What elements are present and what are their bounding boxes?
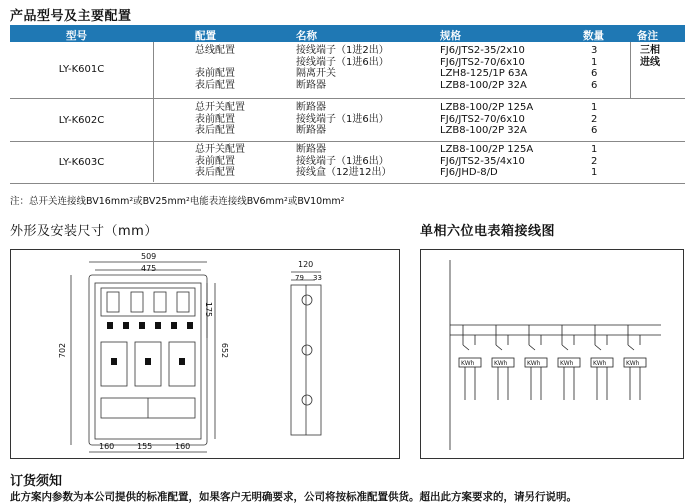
cell-config: 表后配置 <box>195 79 235 91</box>
dim-height-inner: 652 <box>220 342 230 359</box>
cell-qty: 6 <box>591 68 598 79</box>
switch-line <box>562 345 568 350</box>
cell-name: 接线端子（1进6出） <box>296 113 389 125</box>
table-row <box>10 102 685 114</box>
cell-remark: 进线 <box>640 56 660 68</box>
spec-table <box>10 25 685 184</box>
meter-label: KWh <box>626 360 640 367</box>
cell-qty: 6 <box>591 125 598 136</box>
cell-config: 表前配置 <box>195 68 235 79</box>
dim-side-a: 79 <box>295 274 304 282</box>
table-header <box>10 25 685 42</box>
cell-spec: FJ6/JTS2-70/6x10 <box>440 113 525 125</box>
table-row <box>10 167 685 179</box>
wiring-diagram <box>420 249 684 459</box>
table-row <box>10 125 685 137</box>
dim-width-inner: 475 <box>141 264 157 273</box>
cell-name: 接线盒（12进12出） <box>296 167 392 178</box>
cell-spec: LZB8-100/2P 32A <box>440 125 527 136</box>
cell-spec: LZH8-125/1P 63A <box>440 68 528 79</box>
header-spec: 规格 <box>440 30 461 42</box>
cell-spec: FJ6/JTS2-70/6x10 <box>440 56 525 68</box>
cell-qty: 1 <box>591 102 598 113</box>
cell-name: 接线端子（1进6出） <box>296 56 389 68</box>
meter-label: KWh <box>527 360 541 367</box>
cell-config: 表后配置 <box>195 167 235 178</box>
wiring-note: 注：总开关连接线BV16mm²或BV25mm²电能表连接线BV6mm²或BV10mm² <box>10 196 345 207</box>
table-row <box>10 45 685 57</box>
table-row <box>10 68 685 80</box>
header-config: 配置 <box>195 30 216 42</box>
table-group <box>10 142 685 184</box>
dim-height-outer: 702 <box>58 342 68 359</box>
table-row <box>10 57 685 69</box>
meter-label: KWh <box>560 360 574 367</box>
cell-name: 断路器 <box>296 125 326 136</box>
section-title-wiring: 单相六位电表箱接线图 <box>420 224 556 239</box>
header-name: 名称 <box>296 30 317 42</box>
dim-side-top: 175 <box>204 301 214 318</box>
cell-name: 断路器 <box>296 144 326 155</box>
header-qty: 数量 <box>583 30 604 42</box>
model-cell: LY-K603C <box>58 157 105 168</box>
table-row <box>10 156 685 168</box>
cell-remark: 三相 <box>640 45 660 56</box>
cell-name: 断路器 <box>296 102 326 113</box>
cell-config: 总线配置 <box>195 45 235 56</box>
cell-name: 隔离开关 <box>296 68 336 79</box>
cell-qty: 3 <box>591 45 598 56</box>
model-cell: LY-K602C <box>58 115 105 126</box>
table-row <box>10 80 685 92</box>
meter-label: KWh <box>494 360 508 367</box>
cell-name: 接线端子（1进2出） <box>296 45 389 56</box>
switch-line <box>496 345 502 350</box>
wiring-svg <box>421 250 683 458</box>
order-title: 订货须知 <box>10 474 63 489</box>
cell-qty: 1 <box>591 167 598 178</box>
switch-line <box>529 345 535 350</box>
cell-config: 总开关配置 <box>195 102 245 113</box>
cell-qty: 2 <box>591 155 598 167</box>
dim-width-outer: 509 <box>141 252 157 261</box>
cell-spec: LZB8-100/2P 125A <box>440 102 534 113</box>
dim-bottom-left: 160 <box>99 442 115 451</box>
dimension-drawing <box>10 249 400 459</box>
header-model: 型号 <box>66 30 87 42</box>
cell-qty: 1 <box>591 56 598 68</box>
cell-name: 断路器 <box>296 79 326 91</box>
dim-bottom-mid: 155 <box>137 442 153 451</box>
table-row <box>10 114 685 126</box>
cell-qty: 1 <box>591 144 598 155</box>
cell-spec: LZB8-100/2P 32A <box>440 79 527 91</box>
cell-spec: FJ6/JTS2-35/2x10 <box>440 45 525 56</box>
table-group <box>10 42 685 99</box>
cell-qty: 6 <box>591 79 598 91</box>
model-cell: LY-K601C <box>58 64 105 75</box>
dimension-svg <box>11 250 399 458</box>
switch-line <box>595 345 601 350</box>
cell-name: 接线端子（1进6出） <box>296 155 389 167</box>
dim-bottom-right: 160 <box>175 442 191 451</box>
order-text: 此方案内参数为本公司提供的标准配置，如果客户无明确要求，公司将按标准配置供货。超出此方案要求的，请另行说明。 <box>10 491 577 503</box>
table-group <box>10 99 685 142</box>
dim-side-b: 33 <box>313 274 322 282</box>
cell-config: 总开关配置 <box>195 144 245 155</box>
section-title-dimensions: 外形及安装尺寸（mm） <box>10 224 158 239</box>
switch-line <box>463 345 469 350</box>
cell-spec: FJ6/JTS2-35/4x10 <box>440 155 525 167</box>
table-row <box>10 144 685 156</box>
cell-qty: 2 <box>591 113 598 125</box>
cell-config: 表前配置 <box>195 155 235 167</box>
cell-config: 表后配置 <box>195 125 235 136</box>
cell-config: 表前配置 <box>195 113 235 125</box>
cell-spec: FJ6/JHD-8/D <box>440 167 498 178</box>
switch-line <box>628 345 634 350</box>
meter-label: KWh <box>461 360 475 367</box>
header-remark: 备注 <box>637 30 658 42</box>
cell-spec: LZB8-100/2P 125A <box>440 144 534 155</box>
meter-label: KWh <box>593 360 607 367</box>
section-title-config: 产品型号及主要配置 <box>10 9 132 24</box>
dim-depth: 120 <box>298 260 314 269</box>
